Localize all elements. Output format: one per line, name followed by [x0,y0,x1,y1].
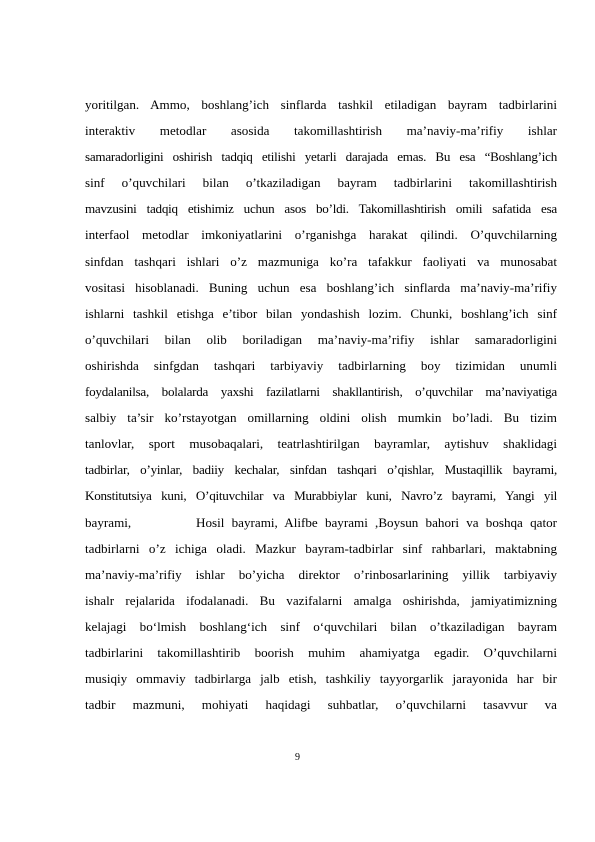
text-line: kelajagi bo‘lmish boshlang‘ich sinf o‘quvchilari bilan o’tkaziladigan bayram [85,618,557,634]
text-line: Konstitutsiya kuni, O’qituvchilar va Murabbiylar kuni, Navro’z bayrami, Yangi yil [85,488,557,504]
text-line: ma’naviy-ma’rifiy ishlar bo’yicha direktor o’rinbosarlarining yillik tarbiyaviy [85,566,557,582]
text-line: yoritilgan. Ammo, boshlang’ich sinflarda tashkil etiladigan bayram tadbirlarini [85,97,557,112]
text-line: ishalr rejalarida ifodalanadi. Bu vazifalarni amalga oshirishda, jamiyatimizning [85,592,557,608]
text-line: sinf o’quvchilari bilan o’tkaziladigan bayram tadbirlarini takomillashtirish [85,175,557,191]
text-line: mavzusini tadqiq etishimiz uchun asos bo’ldi. Takomillashtirish omili safatida esa [85,201,557,217]
text-line: o’quvchilari bilan olib boriladigan ma’naviy-ma’rifiy ishlar samaradorligini [85,331,557,347]
text-line: oshirishda sinfgdan tashqari tarbiyaviy tadbirlarning boy tizimidan unumli [85,357,557,373]
text-line: musiqiy ommaviy tadbirlarga jalb etish, tashkiliy tayyorgarlik jarayonida har bir [85,671,557,687]
text-line: tadbirlarni o’z ichiga oladi. Mazkur bayram-tadbirlar sinf rahbarlari, maktabning [85,540,557,556]
text-line: foydalanilsa, bolalarda yaxshi fazilatlarni shakllantirish, o’quvchilar ma’naviyatiga [85,384,557,400]
text-line: samaradorligini oshirish tadqiq etilishi yetarli darajada emas. Bu esa “Boshlang’ich [85,149,557,165]
text-line: tadbirlar, o’yinlar, badiiy kechalar, sinfdan tashqari o’qishlar, Mustaqillik bayrami, [85,462,557,478]
text-line: interfaol metodlar imkoniyatlarini o’rganishga harakat qilindi. O’quvchilarning [85,227,557,243]
page-number: 9 [295,752,300,763]
text-line: tadbir mazmuni, mohiyati haqidagi suhbatlar, o’quvchilarni tasavvur va [85,697,557,713]
text-line: tadbirlarini takomillashtirib boorish muhim ahamiyatga egadir. O’quvchilarni [85,644,557,660]
text-line: tanlovlar, sport musobaqalari, teatrlashtirilgan bayramlar, aytishuv shaklidagi [85,436,557,452]
text-line: sinfdan tashqari ishlari o’z mazmuniga ko’ra tafakkur faoliyati va munosabat [85,253,557,269]
body-paragraph [85,92,557,718]
text-line: vositasi hisoblanadi. Buning uchun esa boshlang’ich sinflarda ma’naviy-ma’rifiy [85,279,557,295]
text-line: bayrami, Hosil bayrami, Alifbe bayrami ,Boysun bahori va boshqa qator [85,514,557,530]
text-line: interaktiv metodlar asosida takomillashtirish ma’naviy-ma’rifiy ishlar [85,123,557,139]
text-line: salbiy ta’sir ko’rstayotgan omillarning oldini olish mumkin bo’ladi. Bu tizim [85,410,557,426]
text-line: ishlarni tashkil etishga e’tibor bilan yondashish lozim. Chunki, boshlang’ich sinf [85,305,557,321]
